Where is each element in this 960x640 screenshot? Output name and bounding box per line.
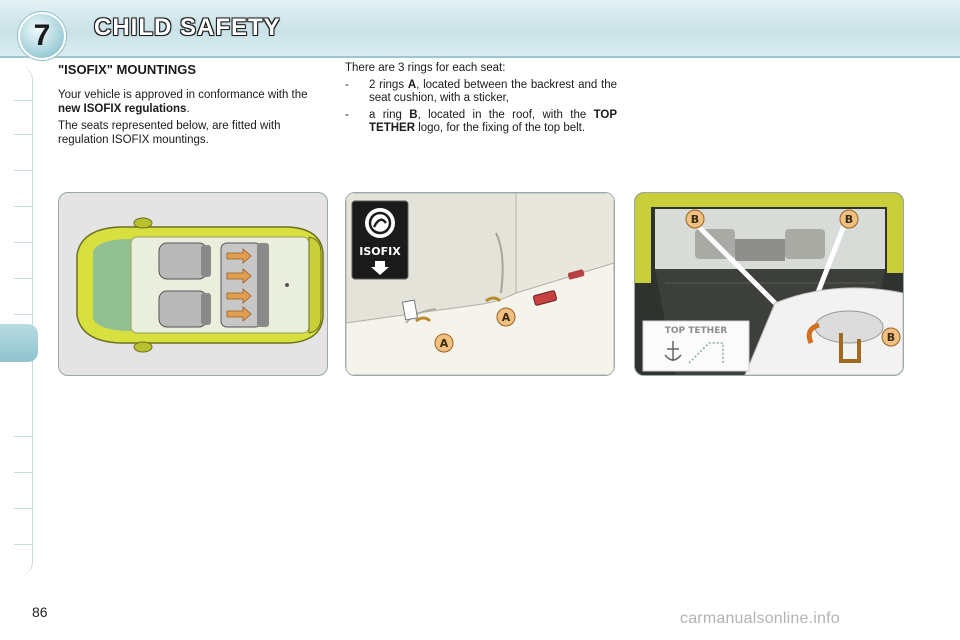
rear-seat-isofix-illustration bbox=[346, 193, 614, 375]
seats-paragraph: The seats represented below, are fitted with regulation ISOFIX mountings. bbox=[58, 120, 281, 146]
tab-divider bbox=[14, 134, 32, 135]
tab-divider bbox=[14, 242, 32, 243]
tab-divider bbox=[14, 100, 32, 101]
isofix-rings-figure bbox=[345, 192, 615, 376]
ring-a-label: A bbox=[407, 78, 417, 91]
boot-top-tether-illustration bbox=[635, 193, 903, 375]
ring-b-item: - a ring B, located in the roof, with the TOP TETHER logo, for the fixing of the top belt. bbox=[345, 108, 618, 134]
site-watermark: carmanualsonline.info bbox=[680, 610, 840, 627]
ring-b-marker bbox=[882, 328, 900, 346]
top-tether-label: TOP TETHER bbox=[664, 326, 728, 336]
rings-column bbox=[345, 62, 617, 136]
page-title: CHILD SAFETY bbox=[94, 14, 281, 41]
top-tether-figure bbox=[634, 192, 904, 376]
svg-text:A: A bbox=[439, 337, 449, 350]
tab-divider bbox=[14, 544, 32, 545]
ring-a-item: - 2 rings A, located between the backrest and the seat cushion, with a sticker, bbox=[345, 78, 617, 104]
svg-text:B: B bbox=[886, 331, 896, 344]
chapter-tab-active[interactable] bbox=[0, 324, 38, 362]
chapter-header bbox=[0, 0, 960, 58]
tab-divider bbox=[14, 472, 32, 473]
tab-divider bbox=[14, 170, 32, 171]
tab-divider bbox=[14, 436, 32, 437]
chapter-tab-rail bbox=[0, 66, 33, 576]
car-top-view-illustration bbox=[59, 193, 327, 375]
ring-a-marker bbox=[435, 334, 453, 352]
top-tether-emphasis: TOP TETHER bbox=[369, 108, 618, 134]
page-number: 86 bbox=[32, 604, 48, 620]
ring-b-label: B bbox=[409, 108, 418, 121]
section-title: "ISOFIX" MOUNTINGS bbox=[58, 62, 196, 77]
car-top-view-figure bbox=[58, 192, 328, 376]
tab-divider bbox=[14, 278, 32, 279]
tab-divider bbox=[14, 314, 32, 315]
ring-b-marker bbox=[840, 210, 858, 228]
regulation-emphasis: new ISOFIX regulations bbox=[58, 102, 187, 115]
bullet-dash: - bbox=[345, 78, 349, 91]
chapter-number-badge: 7 bbox=[18, 12, 66, 60]
conformance-paragraph: Your vehicle is approved in conformance with the new ISOFIX regulations. bbox=[58, 89, 308, 115]
svg-text:B: B bbox=[844, 213, 854, 226]
svg-text:A: A bbox=[501, 311, 511, 324]
isofix-sign-label: ISOFIX bbox=[359, 245, 401, 258]
bullet-dash: - bbox=[345, 108, 349, 121]
ring-a-marker bbox=[497, 308, 515, 326]
ring-b-marker bbox=[686, 210, 704, 228]
svg-text:B: B bbox=[690, 213, 700, 226]
tab-divider bbox=[14, 206, 32, 207]
intro-column bbox=[58, 62, 328, 151]
tab-divider bbox=[14, 508, 32, 509]
rings-intro: There are 3 rings for each seat: bbox=[345, 62, 506, 74]
